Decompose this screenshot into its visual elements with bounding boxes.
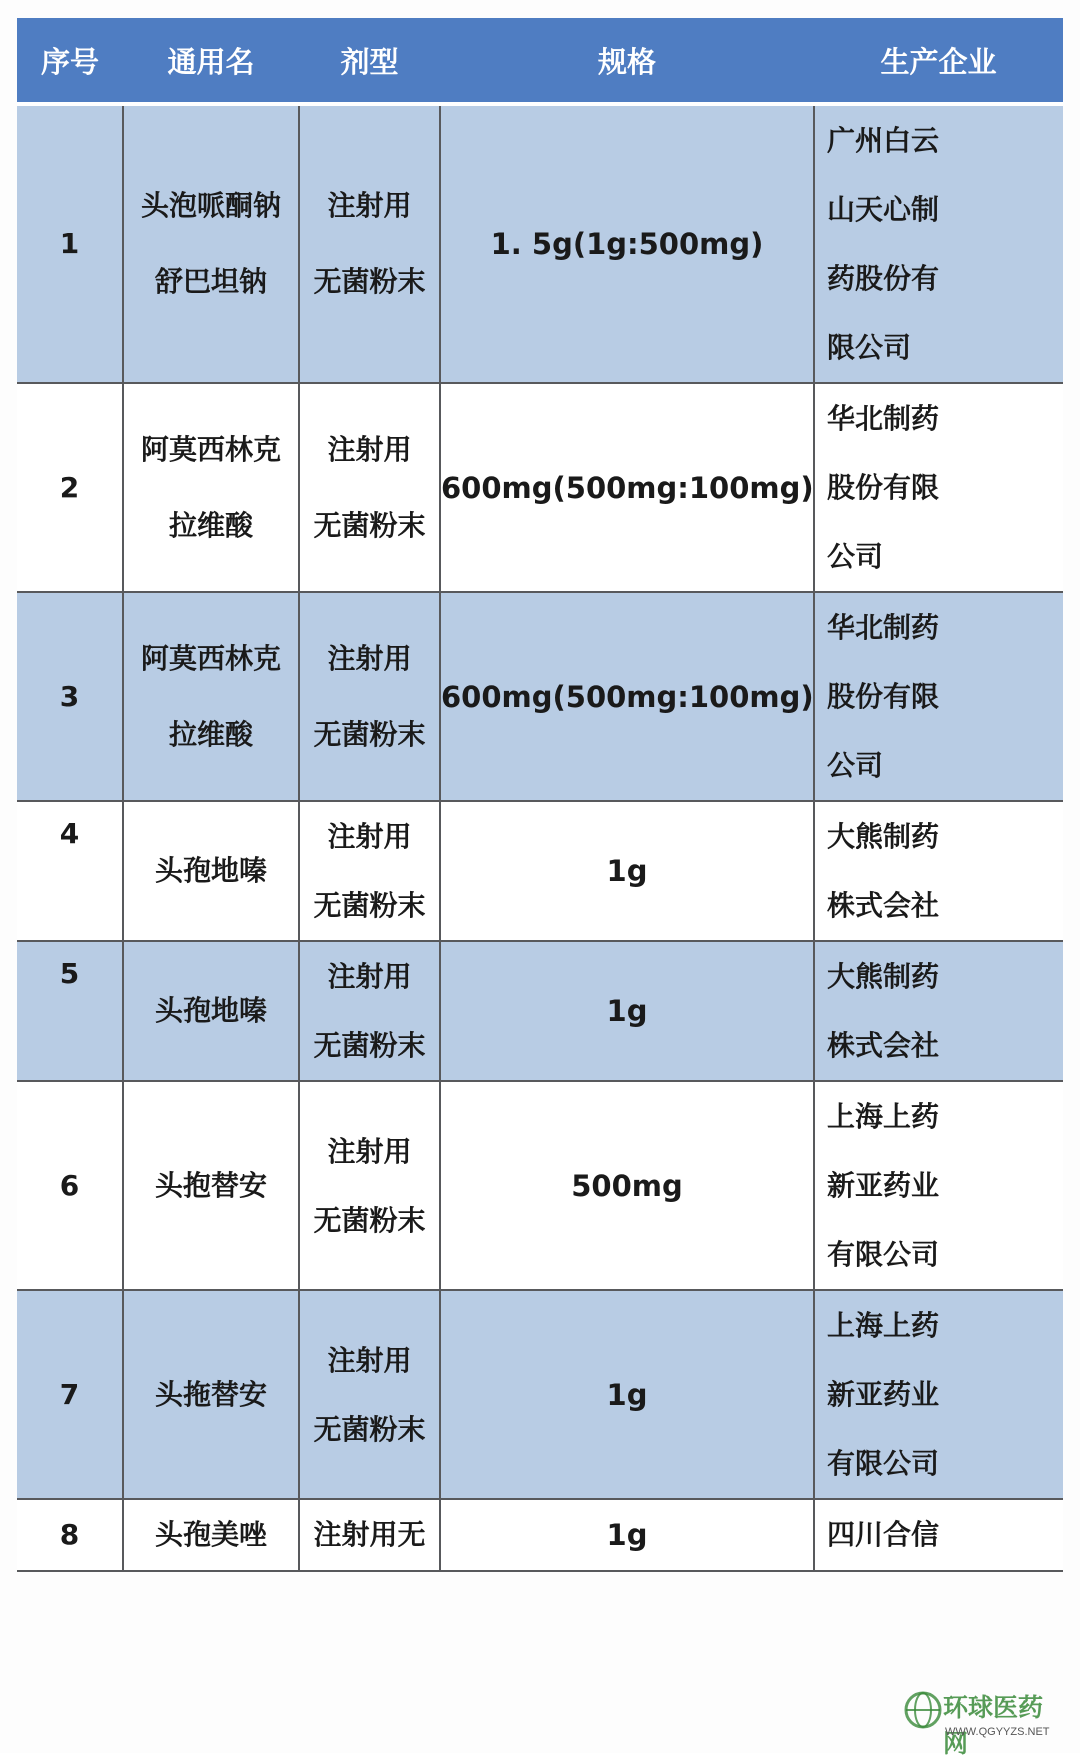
specification-cell: 600mg(500mg:100mg) <box>440 592 814 801</box>
maker-line: 有限公司 <box>827 1238 940 1271</box>
generic-name-cell: 头孢地嗪 <box>123 941 299 1081</box>
manufacturer-cell <box>814 1290 1063 1499</box>
maker-line: 大熊制药 <box>827 820 940 853</box>
dosage-form-cell <box>299 104 440 383</box>
maker-line: 株式会社 <box>827 889 940 922</box>
row-index: 1 <box>17 104 123 383</box>
manufacturer-cell <box>814 592 1063 801</box>
row-index: 3 <box>17 592 123 801</box>
manufacturer-cell <box>814 104 1063 383</box>
manufacturer-cell <box>814 383 1063 592</box>
generic-name-cell: 头拖替安 <box>123 1290 299 1499</box>
table-row <box>17 383 1063 592</box>
specification-cell: 600mg(500mg:100mg) <box>440 383 814 592</box>
site-watermark <box>903 1686 1063 1758</box>
specification-cell: 500mg <box>440 1081 814 1290</box>
maker-line: 股份有限 <box>827 680 940 713</box>
generic-name-cell: 头抱替安 <box>123 1081 299 1290</box>
form-line: 无菌粉末 <box>313 265 426 298</box>
generic-name-cell: 头孢美唑 <box>123 1499 299 1571</box>
form-line: 注射用 <box>327 820 412 853</box>
manufacturer-cell: 四川合信 <box>814 1499 1063 1571</box>
maker-line: 山天心制 <box>827 193 940 226</box>
maker-line: 广州白云 <box>827 124 940 157</box>
globe-icon <box>903 1690 943 1730</box>
manufacturer-cell <box>814 1081 1063 1290</box>
form-line: 无菌粉末 <box>313 717 426 751</box>
dosage-form-cell <box>299 592 440 801</box>
maker-line: 股份有限 <box>827 471 940 504</box>
dosage-form-cell <box>299 1290 440 1499</box>
generic-name-cell <box>123 592 299 801</box>
header-specification: 规格 <box>440 18 814 104</box>
table-row <box>17 104 1063 383</box>
maker-line: 公司 <box>827 540 884 573</box>
name-line: 头泡哌酮钠 <box>140 189 281 222</box>
form-line: 注射用 <box>327 432 412 466</box>
drug-table <box>17 18 1063 1572</box>
watermark-text: 环球医药网 <box>943 1693 1044 1758</box>
table-row <box>17 801 1063 941</box>
header-manufacturer: 生产企业 <box>814 18 1063 104</box>
table-row <box>17 1081 1063 1290</box>
name-line: 舒巴坦钠 <box>154 265 267 298</box>
dosage-form-cell <box>299 1081 440 1290</box>
maker-line: 新亚药业 <box>827 1169 940 1202</box>
specification-cell: 1g <box>440 1499 814 1571</box>
manufacturer-cell <box>814 801 1063 941</box>
form-line: 注射用 <box>327 960 412 993</box>
table-row <box>17 1290 1063 1499</box>
dosage-form-cell: 注射用无 <box>299 1499 440 1571</box>
header-index: 序号 <box>17 18 123 104</box>
dosage-form-cell <box>299 941 440 1081</box>
row-index: 8 <box>17 1499 123 1571</box>
specification-cell: 1g <box>440 801 814 941</box>
form-line: 注射用 <box>327 1134 412 1168</box>
manufacturer-cell <box>814 941 1063 1081</box>
form-line: 无菌粉末 <box>313 889 426 922</box>
form-line: 注射用 <box>327 189 412 222</box>
maker-line: 华北制药 <box>827 402 940 435</box>
table-row <box>17 1499 1063 1571</box>
name-line: 阿莫西林克 <box>140 641 281 675</box>
row-index: 4 <box>17 801 123 941</box>
form-line: 无菌粉末 <box>313 1203 426 1237</box>
name-line: 拉维酸 <box>168 508 253 542</box>
maker-line: 株式会社 <box>827 1029 940 1062</box>
header-dosage-form: 剂型 <box>299 18 440 104</box>
form-line: 注射用 <box>327 641 412 675</box>
specification-cell: 1g <box>440 941 814 1081</box>
specification-cell: 1g <box>440 1290 814 1499</box>
form-line: 无菌粉末 <box>313 508 426 542</box>
maker-line: 上海上药 <box>827 1100 940 1133</box>
form-line: 注射用 <box>327 1343 412 1377</box>
name-line: 阿莫西林克 <box>140 432 281 466</box>
row-index: 2 <box>17 383 123 592</box>
maker-line: 药股份有 <box>827 262 940 295</box>
row-index: 6 <box>17 1081 123 1290</box>
form-line: 无菌粉末 <box>313 1412 426 1446</box>
generic-name-cell <box>123 104 299 383</box>
generic-name-cell: 头孢地嗪 <box>123 801 299 941</box>
watermark-url: WWW.QGYYZS.NET <box>945 1726 1050 1738</box>
maker-line: 有限公司 <box>827 1447 940 1480</box>
generic-name-cell <box>123 383 299 592</box>
table-row <box>17 592 1063 801</box>
maker-line: 大熊制药 <box>827 960 940 993</box>
maker-line: 新亚药业 <box>827 1378 940 1411</box>
maker-line: 公司 <box>827 749 884 782</box>
maker-line: 华北制药 <box>827 611 940 644</box>
header-generic-name: 通用名 <box>123 18 299 104</box>
row-index: 5 <box>17 941 123 1081</box>
row-index: 7 <box>17 1290 123 1499</box>
table-row <box>17 941 1063 1081</box>
form-line: 无菌粉末 <box>313 1029 426 1062</box>
specification-cell: 1. 5g(1g:500mg) <box>440 104 814 383</box>
maker-line: 上海上药 <box>827 1309 940 1342</box>
dosage-form-cell <box>299 383 440 592</box>
header-row <box>17 18 1063 104</box>
name-line: 拉维酸 <box>168 717 253 751</box>
maker-line: 限公司 <box>827 331 912 364</box>
dosage-form-cell <box>299 801 440 941</box>
